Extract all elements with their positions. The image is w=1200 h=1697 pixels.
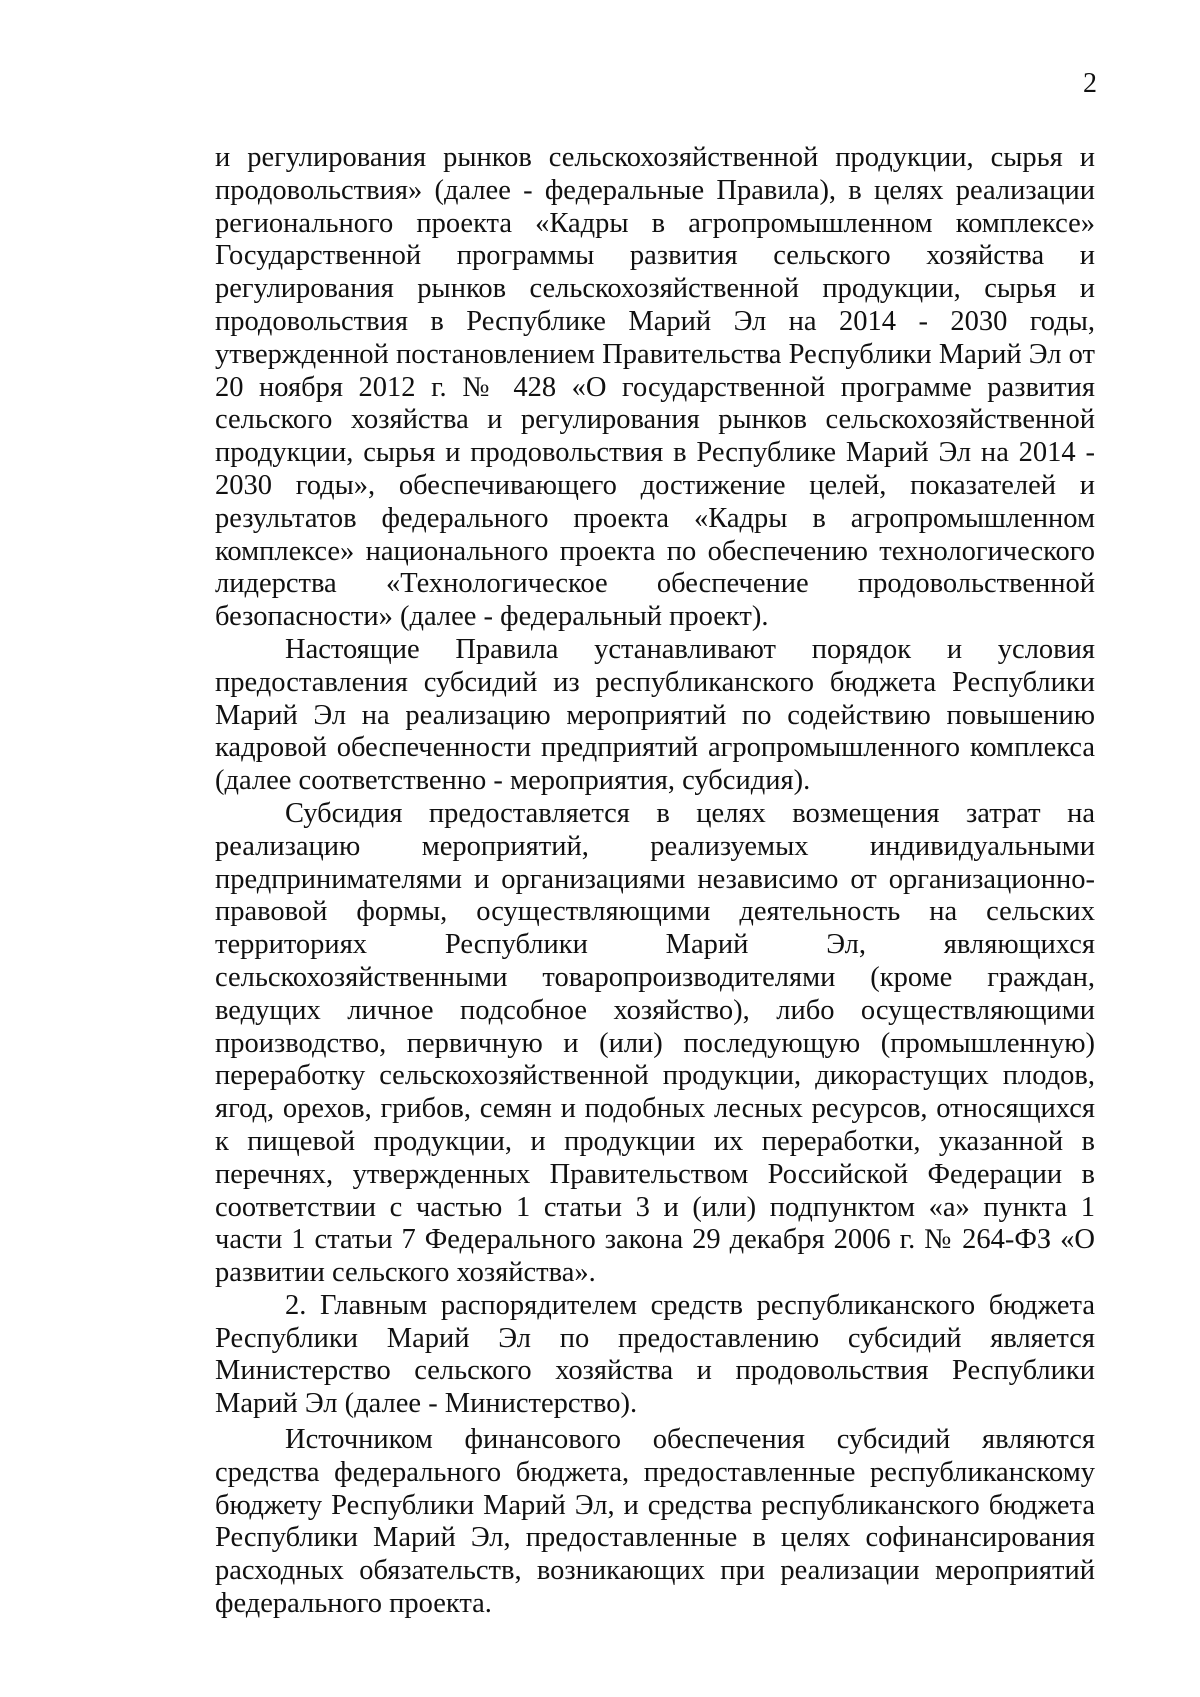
paragraph-continuation: и регулирования рынков сельскохозяйственной продукции, сырья и продовольствия» (далее - федеральные Правила), в целях реализации регионального проекта «Кадры в агропромышленном комплексе» Государственной программы развития сельского хозяйства и регулирования рынков сельскохозяйственной продукции, сырья и продовольствия в Республике Марий Эл на 2014 - 2030 годы, утвержденной постановлением Правительства Республики Марий Эл от 20 ноября 2012 г. № 428 «О государственной программе развития сельского хозяйства и регулирования рынков сельскохозяйственной продукции, сырья и продовольствия в Республике Марий Эл на 2014 - 2030 годы», обеспечивающего достижение целей, показателей и результатов федерального проекта «Кадры в агропромышленном комплексе» национального проекта по обеспечению технологического лидерства «Технологическое обеспечение продовольственной безопасности» (далее - федеральный проект). <box>215 142 1095 633</box>
paragraph-subsidy-goal: Субсидия предоставляется в целях возмещения затрат на реализацию мероприятий, реализуемых индивидуальными предпринимателями и организациями независимо от организационно-правовой формы, осуществляющими деятельность на сельских территориях Республики Марий Эл, являющихся сельскохозяйственными товаропроизводителями (кроме граждан, ведущих личное подсобное хозяйство), либо осуществляющими производство, первичную и (или) последующую (промышленную) переработку сельскохозяйственной продукции, дикорастущих плодов, ягод, орехов, грибов, семян и подобных лесных ресурсов, относящихся к пищевой продукции, и продукции их переработки, указанной в перечнях, утвержденных Правительством Российской Федерации в соответствии с частью 1 статьи 3 и (или) подпунктом «а» пункта 1 части 1 статьи 7 Федерального закона 29 декабря 2006 г. № 264-ФЗ «О развитии сельского хозяйства». <box>215 797 1095 1289</box>
page-number: 2 <box>1083 68 1097 99</box>
paragraph-funding-source: Источником финансового обеспечения субсидий являются средства федерального бюджета, предоставленные республиканскому бюджету Республики Марий Эл, и средства республиканского бюджета Республики Марий Эл, предоставленные в целях софинансирования расходных обязательств, возникающих при реализации мероприятий федерального проекта. <box>215 1424 1095 1620</box>
document-body <box>215 142 1095 1621</box>
paragraph-rules-purpose: Настоящие Правила устанавливают порядок и условия предоставления субсидий из республиканского бюджета Республики Марий Эл на реализацию мероприятий по содействию повышению кадровой обеспеченности предприятий агропромышленного комплекса (далее соответственно - мероприятия, субсидия). <box>215 633 1095 797</box>
paragraph-main-administrator: 2. Главным распорядителем средств республиканского бюджета Республики Марий Эл по предоставлению субсидий является Министерство сельского хозяйства и продовольствия Республики Марий Эл (далее - Министерство). <box>215 1289 1095 1420</box>
